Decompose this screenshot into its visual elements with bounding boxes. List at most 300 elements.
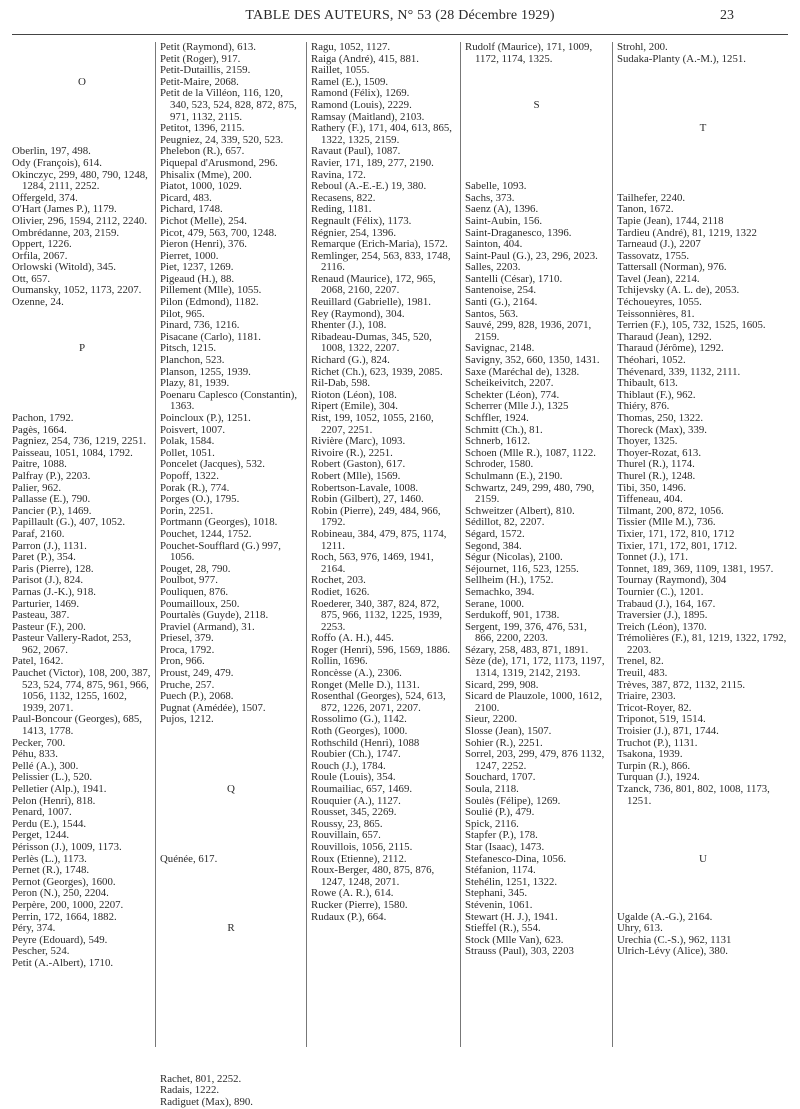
author-entry: Ramond (Louis), 2229. <box>311 98 412 111</box>
spacer <box>617 888 789 900</box>
author-entry: Rey (Raymond), 304. <box>311 307 405 320</box>
author-entry: Traversier (J.), 1895. <box>617 609 708 622</box>
author-entry: Penard, 1007. <box>12 806 72 819</box>
author-entry: Rudaux (P.), 664. <box>311 910 387 923</box>
author-entry: Pillement (Mlle), 1055. <box>160 284 262 297</box>
spacer <box>617 842 789 854</box>
author-entry: Tissier (Mlle M.), 736. <box>617 516 716 529</box>
column-divider <box>155 42 156 1047</box>
author-entry: Perget, 1244. <box>12 829 70 842</box>
author-entry: Poncelet (Jacques), 532. <box>160 458 265 471</box>
spacer <box>12 88 152 100</box>
author-entry: Petit de la Villéon, 116, 120, 340, 523, 524, 828, 872, 875, 971, 1132, 2115. <box>160 87 297 123</box>
author-entry: Pichard, 1748. <box>160 203 223 216</box>
author-entry: Régnier, 254, 1396. <box>311 226 397 239</box>
author-entry: Ravaut (Paul), 1087. <box>311 145 401 158</box>
author-entry: Remarque (Erich-Maria), 1572. <box>311 238 448 251</box>
author-entry: Raillet, 1055. <box>311 64 370 77</box>
author-entry: Ott, 657. <box>12 272 51 285</box>
author-entry: Sézary, 258, 483, 871, 1891. <box>465 643 589 656</box>
author-entry: Piquepal d'Arusmond, 296. <box>160 156 278 169</box>
author-entry: Star (Isaac), 1473. <box>465 840 545 853</box>
spacer <box>160 877 302 889</box>
author-entry: Picot, 479, 563, 700, 1248. <box>160 226 277 239</box>
spacer <box>617 865 789 877</box>
author-entry: Roth (Georges), 1000. <box>311 725 408 738</box>
author-entry: Schekter (Léon), 774. <box>465 388 560 401</box>
author-entry: Téchoueyres, 1055. <box>617 296 702 309</box>
author-entry: Rivoire (R.), 2251. <box>311 446 393 459</box>
author-entry: Stephani, 345. <box>465 887 528 900</box>
spacer <box>160 796 302 808</box>
author-entry: Perpère, 200, 1000, 2207. <box>12 898 124 911</box>
author-entry: Schroder, 1580. <box>465 458 534 471</box>
author-entry: Slosse (Jean), 1507. <box>465 725 552 738</box>
author-entry: Roux (Etienne), 2112. <box>311 852 407 865</box>
author-entry: Semachko, 394. <box>465 585 535 598</box>
author-entry: Rossolimo (G.), 1142. <box>311 713 407 726</box>
author-entry: Tibi, 350, 1496. <box>617 481 686 494</box>
author-entry: Santi (G.), 2164. <box>465 296 538 309</box>
spacer <box>617 181 789 193</box>
author-entry: Robin (Gilbert), 27, 1460. <box>311 493 424 506</box>
author-entry: Stieffel (R.), 554. <box>465 922 541 935</box>
author-entry: Urechia (C.-S.), 962, 1131 <box>617 933 732 946</box>
author-entry: Serane, 1000. <box>465 597 525 610</box>
author-entry: Ugalde (A.-G.), 2164. <box>617 910 713 923</box>
spacer <box>617 877 789 889</box>
author-entry: Paitre, 1088. <box>12 458 67 471</box>
spacer <box>160 958 302 970</box>
author-entry: Péry, 374. <box>12 922 56 935</box>
author-entry: Palier, 962. <box>12 481 62 494</box>
author-entry: Rouch (J.), 1784. <box>311 759 386 772</box>
author-entry: Pallasse (E.), 790. <box>12 493 91 506</box>
author-entry: Stock (Mlle Van), 623. <box>465 933 564 946</box>
author-entry: Tassovatz, 1755. <box>617 249 690 262</box>
author-entry: Pellé (A.), 300. <box>12 759 79 772</box>
author-entry: Stéfanion, 1174. <box>465 864 536 877</box>
spacer <box>12 123 152 135</box>
column-divider <box>612 42 613 1047</box>
author-entry: Thurel (R.), 1174. <box>617 458 695 471</box>
author-entry: Pecker, 700. <box>12 736 66 749</box>
author-entry: Saxe (Maréchal de), 1328. <box>465 365 580 378</box>
author-entry: Scheikeivitch, 2207. <box>465 377 554 390</box>
author-entry: O'Hart (James P.), 1179. <box>12 203 117 216</box>
author-entry: Sorrel, 203, 299, 479, 876 1132, 1247, 2252. <box>465 748 605 772</box>
author-entry: Schmitt (Ch.), 81. <box>465 423 543 436</box>
author-entry: Serdukoff, 901, 1738. <box>465 609 560 622</box>
spacer <box>160 946 302 958</box>
author-entry: Tavel (Jean), 2214. <box>617 272 700 285</box>
author-entry: Recasens, 822. <box>311 191 376 204</box>
author-entry: Phelebon (R.), 657. <box>160 145 245 158</box>
spacer <box>12 54 152 66</box>
spacer <box>160 842 302 854</box>
spacer <box>465 65 608 77</box>
spacer <box>12 390 152 402</box>
author-entry: Tixier, 171, 172, 810, 1712 <box>617 527 735 540</box>
author-entry: Parisot (J.), 824. <box>12 574 84 587</box>
author-entry: Papillault (G.), 407, 1052. <box>12 516 126 529</box>
author-entry: Picard, 483. <box>160 191 212 204</box>
author-entry: Raiga (André), 415, 881. <box>311 52 419 65</box>
author-entry: Ombrédanne, 203, 2159. <box>12 226 120 239</box>
author-entry: Poulbot, 977. <box>160 574 218 587</box>
author-entry: Rucker (Pierre), 1580. <box>311 898 408 911</box>
author-entry: Rodiet, 1626. <box>311 585 370 598</box>
author-entry: Péhu, 833. <box>12 748 58 761</box>
author-entry: Tharaud (Jean), 1292. <box>617 330 712 343</box>
author-entry: Pujos, 1212. <box>160 713 214 726</box>
spacer <box>12 355 152 367</box>
author-entry: Ulrich-Lévy (Alice), 380. <box>617 945 728 958</box>
author-entry: Truchot (P.), 1131. <box>617 736 698 749</box>
author-entry: Paris (Pierre), 128. <box>12 562 94 575</box>
author-entry: Rothschild (Henri), 1088 <box>311 736 420 749</box>
author-entry: Santos, 563. <box>465 307 519 320</box>
author-entry: Olivier, 296, 1594, 2112, 2240. <box>12 214 148 227</box>
author-entry: Triponot, 519, 1514. <box>617 713 706 726</box>
author-entry: Tiffeneau, 404. <box>617 493 683 506</box>
author-entry: Treich (Léon), 1370. <box>617 620 707 633</box>
author-entry: Portmann (Georges), 1018. <box>160 516 278 529</box>
author-entry: Radiguet (Max), 890. <box>160 1096 253 1109</box>
spacer <box>160 1039 302 1051</box>
author-entry: Pouget, 28, 790. <box>160 562 231 575</box>
author-entry: Tapie (Jean), 1744, 2118 <box>617 214 724 227</box>
author-entry: Rivière (Marc), 1093. <box>311 435 406 448</box>
author-entry: Pouchet-Soufflard (G.) 997, 1056. <box>160 539 281 564</box>
author-entry: Ségur (Nicolas), 2100. <box>465 551 563 564</box>
header-rule <box>12 34 788 35</box>
author-entry: Saenz (A), 1396. <box>465 203 539 216</box>
author-entry: Pelletier (Alp.), 1941. <box>12 783 107 795</box>
author-entry: Tournier (C.), 1201. <box>617 585 704 598</box>
author-entry: Pauchet (Victor), 108, 200, 387, 523, 524, 774, 875, 961, 966, 1056, 1132, 1255, 1602, 1939, 2071. <box>12 667 151 714</box>
author-entry: Reuillard (Gabrielle), 1981. <box>311 296 431 309</box>
page-header <box>0 0 800 34</box>
author-entry: Paraf, 2160. <box>12 527 65 540</box>
author-entry: Roch, 563, 976, 1469, 1941, 2164. <box>311 551 434 575</box>
author-entry: Porin, 2251. <box>160 504 214 517</box>
author-entry: Roumailiac, 657, 1469. <box>311 783 413 795</box>
author-entry: Ravina, 172. <box>311 168 366 181</box>
author-entry: Pagès, 1664. <box>12 423 67 436</box>
author-entry: Peyre (Edouard), 549. <box>12 933 108 946</box>
author-entry: Tilmant, 200, 872, 1056. <box>617 504 724 517</box>
spacer <box>617 900 789 912</box>
spacer <box>617 158 789 170</box>
spacer <box>160 726 302 738</box>
author-entry: Praviel (Armand), 31. <box>160 620 255 633</box>
author-entry: Regnault (Félix), 1173. <box>311 214 412 227</box>
author-entry: Sudaka-Planty (A.-M.), 1251. <box>617 52 746 65</box>
author-entry: Quénée, 617. <box>160 852 218 865</box>
author-entry: Petit (Roger), 917. <box>160 52 241 65</box>
author-entry: Teissonnières, 81. <box>617 307 695 320</box>
author-entry: Palfray (P.), 2203. <box>12 469 91 482</box>
author-entry: Trèves, 387, 872, 1132, 2115. <box>617 678 746 691</box>
author-entry: Pieron (Henri), 376. <box>160 238 247 251</box>
author-entry: Priesel, 379. <box>160 632 214 645</box>
spacer <box>160 935 302 947</box>
author-entry: Rouvillain, 657. <box>311 829 381 842</box>
spacer <box>617 819 789 831</box>
author-entry: Saint-Draganesco, 1396. <box>465 226 572 239</box>
author-entry: Pilon (Edmond), 1182. <box>160 296 259 309</box>
author-entry: Sédillot, 82, 2207. <box>465 516 545 529</box>
author-entry: Peugniez, 24, 339, 520, 523. <box>160 133 284 146</box>
spacer <box>12 100 152 112</box>
page-title: TABLE DES AUTEURS, N° 53 (28 Décembre 1929) <box>245 8 555 23</box>
author-entry: Roussy, 23, 865. <box>311 817 383 830</box>
author-entry: Soula, 2118. <box>465 783 519 795</box>
spacer <box>465 77 608 89</box>
author-entry: Ronget (Melle D.), 1131. <box>311 678 420 691</box>
author-entry: Plazy, 81, 1939. <box>160 377 230 390</box>
author-entry: Richet (Ch.), 623, 1939, 2085. <box>311 365 443 378</box>
author-entry: Rosenthal (Georges), 524, 613, 872, 1226, 2071, 2207. <box>311 690 446 714</box>
author-entry: Ségard, 1572. <box>465 527 525 540</box>
author-entry: Tonnet (J.), 171. <box>617 551 688 564</box>
author-entry: Schwartz, 249, 299, 480, 790, 2159. <box>465 481 595 506</box>
author-entry: Troisier (J.), 871, 1744. <box>617 725 719 738</box>
author-entry: Santelli (César), 1710. <box>465 272 563 285</box>
author-entry: Pugnat (Amédée), 1507. <box>160 701 266 714</box>
author-entry: Pilot, 965. <box>160 307 205 320</box>
author-entry: Stefanesco-Dina, 1056. <box>465 852 567 865</box>
author-entry: Rochet, 203. <box>311 574 366 587</box>
spacer <box>465 158 608 170</box>
author-entry: Proca, 1792. <box>160 643 215 656</box>
author-entry: Trémolières (F.), 81, 1219, 1322, 1792, 2203. <box>617 632 787 656</box>
author-entry: Roux-Berger, 480, 875, 876, 1247, 1248, 2071. <box>311 864 435 888</box>
author-entry: Robert (Mlle), 1569. <box>311 469 401 482</box>
author-entry: Pasteur Vallery-Radot, 253, 962, 2067. <box>12 632 132 656</box>
author-entry: Patel, 1642. <box>12 655 64 668</box>
author-entry: Polak, 1584. <box>160 435 215 448</box>
spacer <box>617 170 789 182</box>
index-column-1 <box>12 42 152 1047</box>
author-entry: Saint-Paul (G.), 23, 296, 2023. <box>465 249 598 262</box>
author-entry: Pouliquen, 876. <box>160 585 229 598</box>
author-entry: Piet, 1237, 1269. <box>160 261 234 274</box>
index-column-5 <box>617 42 789 1047</box>
author-entry: Pron, 966. <box>160 655 205 668</box>
author-entry: Richard (G.), 824. <box>311 354 390 367</box>
author-entry: Pagniez, 254, 736, 1219, 2251. <box>12 435 147 448</box>
spacer <box>12 42 152 54</box>
section-letter: R <box>227 922 235 935</box>
author-entry: Poumailloux, 250. <box>160 597 240 610</box>
author-entry: Savigny, 352, 660, 1350, 1431. <box>465 354 600 367</box>
spacer <box>160 830 302 842</box>
author-entry: Soulès (Félipe), 1269. <box>465 794 561 807</box>
author-entry: Schoen (Mlle R.), 1087, 1122. <box>465 446 596 459</box>
author-entry: Popoff, 1322. <box>160 469 219 482</box>
author-entry: Orlowski (Witold), 345. <box>12 261 116 274</box>
author-entry: Roger (Henri), 596, 1569, 1886. <box>311 643 451 656</box>
author-entry: Ramond (Félix), 1269. <box>311 87 410 100</box>
spacer <box>160 738 302 750</box>
author-entry: Remlinger, 254, 563, 833, 1748, 2116. <box>311 249 451 274</box>
author-entry: Petitot, 1396, 2115. <box>160 122 245 135</box>
author-entry: Tchijevsky (A. L. de), 2053. <box>617 284 740 297</box>
author-entry: Ramsay (Maitland), 2103. <box>311 110 425 123</box>
author-entry: Saint-Aubin, 156. <box>465 214 543 227</box>
author-entry: Pigeaud (H.), 88. <box>160 272 235 285</box>
spacer <box>160 807 302 819</box>
author-entry: Souchard, 1707. <box>465 771 536 784</box>
section-letter: P <box>78 342 86 355</box>
author-entry: Poisvert, 1007. <box>160 423 226 436</box>
author-entry: Renaud (Maurice), 172, 965, 2068, 2160, 2207. <box>311 272 436 297</box>
author-entry: Schweitzer (Albert), 810. <box>465 504 575 517</box>
author-entry: Phisalix (Mme), 200. <box>160 168 252 181</box>
author-entry: Pinard, 736, 1216. <box>160 319 240 332</box>
author-entry: Sellheim (H.), 1752. <box>465 574 554 587</box>
author-entry: Savignac, 2148. <box>465 342 535 355</box>
author-entry: Planchon, 523. <box>160 354 225 367</box>
author-entry: Pernot (Georges), 1600. <box>12 875 116 888</box>
author-entry: Rathery (F.), 171, 404, 613, 865, 1322, 1325, 2159. <box>311 122 452 146</box>
author-entry: Roffo (A. H.), 445. <box>311 632 394 645</box>
spacer <box>465 146 608 158</box>
author-entry: Parron (J.), 1131. <box>12 539 87 552</box>
spacer <box>160 900 302 912</box>
section-letter: S <box>533 98 540 111</box>
author-entry: Petit-Dutaillis, 2159. <box>160 64 251 77</box>
index-column-2 <box>160 41 302 1109</box>
author-entry: Turpin (R.), 866. <box>617 759 691 772</box>
author-entry: Sicard de Plauzole, 1000, 1612, 2100. <box>465 690 603 714</box>
spacer <box>160 888 302 900</box>
section-letter: O <box>78 75 86 88</box>
author-entry: Rachet, 801, 2252. <box>160 1072 242 1085</box>
author-entry: Roederer, 340, 387, 824, 872, 875, 966, 1132, 1225, 1939, 2253. <box>311 597 443 633</box>
author-entry: Robertson-Lavale, 1008. <box>311 481 419 494</box>
author-entry: Pisacane (Carlo), 1181. <box>160 330 261 343</box>
spacer <box>160 993 302 1005</box>
author-entry: Pourtalès (Guyde), 2118. <box>160 609 269 622</box>
author-entry: Pichot (Melle), 254. <box>160 214 247 227</box>
author-entry: Pachon, 1792. <box>12 412 74 424</box>
author-entry: Oberlin, 197, 498. <box>12 145 91 158</box>
author-entry: Planson, 1255, 1939. <box>160 365 251 378</box>
author-entry: Tixier, 171, 172, 801, 1712. <box>617 539 738 552</box>
author-entry: Petit (A.-Albert), 1710. <box>12 956 114 969</box>
spacer <box>160 1016 302 1028</box>
author-entry: Peron (N.), 250, 2204. <box>12 887 109 900</box>
author-entry: Soulié (P.), 479. <box>465 806 535 819</box>
author-entry: Thoreck (Max), 339. <box>617 423 707 436</box>
spacer <box>465 123 608 135</box>
author-entry: Stehélin, 1251, 1322. <box>465 875 558 888</box>
author-entry: Rollin, 1696. <box>311 655 368 668</box>
spacer <box>12 112 152 124</box>
author-entry: Pescher, 524. <box>12 945 70 958</box>
author-entry: Terrien (F.), 105, 732, 1525, 1605. <box>617 319 766 332</box>
author-entry: Segond, 384. <box>465 539 522 552</box>
author-entry: Trabaud (J.), 164, 167. <box>617 597 716 610</box>
author-entry: Strauss (Paul), 303, 2203 <box>465 945 574 958</box>
spacer <box>160 1027 302 1039</box>
section-letter: Q <box>227 783 235 795</box>
author-entry: Pasteur (F.), 200. <box>12 620 86 633</box>
author-entry: Tsakona, 1939. <box>617 748 683 761</box>
spacer <box>12 309 152 321</box>
author-entry: Spick, 2116. <box>465 817 519 830</box>
author-entry: Tharaud (Jérôme), 1292. <box>617 342 724 355</box>
spacer <box>160 749 302 761</box>
author-entry: Rouquier (A.), 1127. <box>311 794 401 807</box>
author-entry: Scherrer (Mlle J.), 1325 <box>465 400 569 413</box>
author-entry: Pasteau, 387. <box>12 609 70 622</box>
author-entry: Uhry, 613. <box>617 922 663 935</box>
author-entry: Tricot-Royer, 82. <box>617 701 692 714</box>
spacer <box>160 1051 302 1063</box>
spacer <box>160 1004 302 1016</box>
author-entry: Piatot, 1000, 1029. <box>160 180 242 193</box>
column-divider <box>306 42 307 1047</box>
author-entry: Perdu (E.), 1544. <box>12 817 87 830</box>
author-entry: Pelissier (L.), 520. <box>12 771 93 784</box>
author-entry: Roubier (Ch.), 1747. <box>311 748 401 761</box>
author-entry: Sabelle, 1093. <box>465 180 527 193</box>
author-entry: Rist, 199, 1052, 1055, 2160, 2207, 2251. <box>311 412 434 436</box>
author-entry: Stévenin, 1061. <box>465 898 533 911</box>
author-entry: Tournay (Raymond), 304 <box>617 574 727 587</box>
author-entry: Sauvé, 299, 828, 1936, 2071, 2159. <box>465 319 592 343</box>
author-entry: Robin (Pierre), 249, 484, 966, 1792. <box>311 504 441 529</box>
author-entry: Ody (François), 614. <box>12 156 102 169</box>
author-entry: Tardieu (André), 81, 1219, 1322 <box>617 226 757 239</box>
author-entry: Périsson (J.), 1009, 1173. <box>12 840 122 853</box>
spacer <box>160 819 302 831</box>
author-entry: Sergent, 199, 376, 476, 531, 866, 2200, 2203. <box>465 620 587 645</box>
author-entry: Rowe (A. R.), 614. <box>311 887 394 900</box>
spacer <box>160 981 302 993</box>
spacer <box>617 135 789 147</box>
author-entry: Stewart (H. J.), 1941. <box>465 910 558 923</box>
author-entry: Okinczyc, 299, 480, 790, 1248, 1284, 2111, 2252. <box>12 168 148 193</box>
author-entry: Treuil, 483. <box>617 667 668 680</box>
author-entry: Pruche, 257. <box>160 678 215 691</box>
author-entry: Thoyer-Rozat, 613. <box>617 446 702 459</box>
author-entry: Pelon (Henri), 818. <box>12 794 96 807</box>
author-entry: Paisseau, 1051, 1084, 1792. <box>12 446 133 459</box>
author-entry: Turquan (J.), 1924. <box>617 771 700 784</box>
author-entry: Tailhefer, 2240. <box>617 191 686 204</box>
spacer <box>617 100 789 112</box>
author-entry: Tarneaud (J.), 2207 <box>617 238 701 251</box>
author-entry: Roncèsse (A.), 2306. <box>311 667 402 680</box>
author-entry: Poincloux (P.), 1251. <box>160 412 251 424</box>
spacer <box>160 1062 302 1074</box>
author-entry: Sicard, 299, 908. <box>465 678 539 691</box>
author-entry: Paul-Boncour (Georges), 685, 1413, 1778. <box>12 713 142 738</box>
author-entry: Porak (R.), 774. <box>160 481 230 494</box>
author-entry: Reding, 1181. <box>311 203 372 216</box>
author-entry: Rioton (Léon), 108. <box>311 388 397 401</box>
author-entry: Pernet (R.), 1748. <box>12 864 90 877</box>
spacer <box>12 378 152 390</box>
author-entry: Thoyer, 1325. <box>617 435 678 448</box>
author-entry: Petit-Maire, 2068. <box>160 75 239 88</box>
author-entry: Oppert, 1226. <box>12 238 72 251</box>
